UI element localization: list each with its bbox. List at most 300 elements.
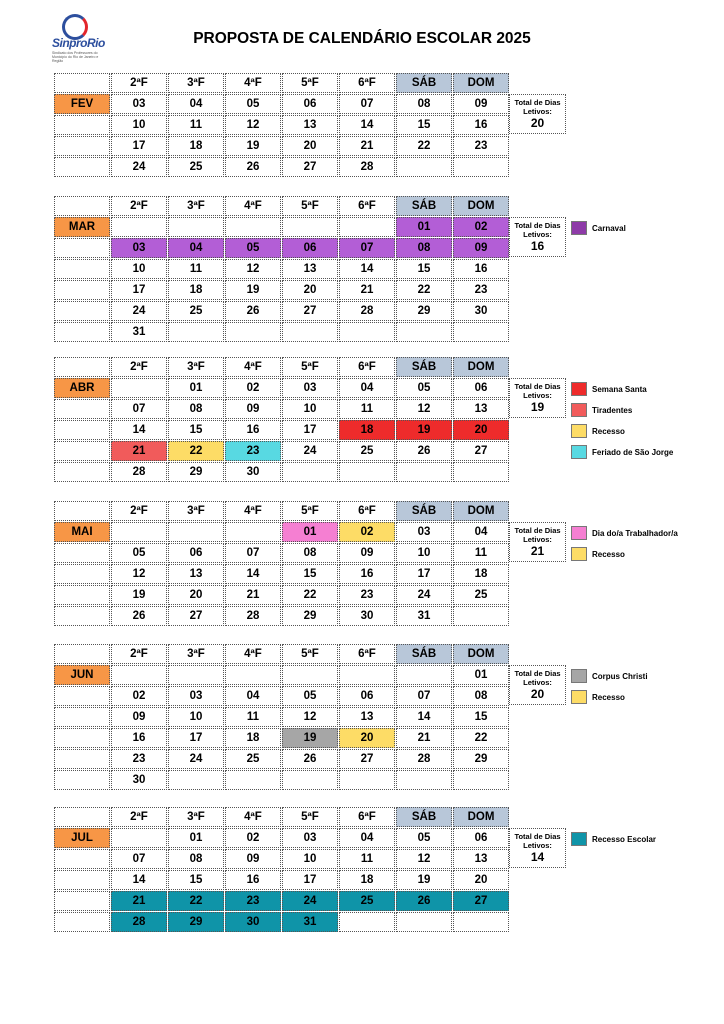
day-cell: 29 (168, 462, 224, 482)
day-cell: 21 (396, 728, 452, 748)
day-cell: 14 (111, 420, 167, 440)
logo-wordmark: SinproRio (52, 36, 105, 50)
day-cell: 01 (168, 828, 224, 848)
day-cell: 16 (453, 259, 509, 279)
day-cell: 09 (111, 707, 167, 727)
weekday-header-2: 4ªF (225, 644, 281, 664)
day-cell: 13 (282, 259, 338, 279)
weekday-header-6: DOM (453, 644, 509, 664)
day-cell: 27 (453, 441, 509, 461)
legend-label: Recesso Escolar (592, 834, 657, 844)
day-cell: 30 (225, 912, 281, 932)
day-cell: 10 (111, 115, 167, 135)
day-cell (339, 665, 395, 685)
month-label: MAR (54, 217, 110, 237)
label-blank-cell (54, 420, 110, 440)
legend-swatch (571, 382, 587, 396)
day-cell: 16 (225, 420, 281, 440)
day-cell (339, 217, 395, 237)
day-cell: 30 (453, 301, 509, 321)
legend-swatch (571, 690, 587, 704)
day-cell: 12 (396, 399, 452, 419)
day-cell: 07 (339, 94, 395, 114)
weekday-header-1: 3ªF (168, 644, 224, 664)
day-cell: 10 (282, 399, 338, 419)
weekday-header-5: SÁB (396, 196, 452, 216)
total-days-box (509, 94, 566, 134)
label-blank-cell (54, 543, 110, 563)
day-cell (168, 522, 224, 542)
day-cell: 29 (396, 301, 452, 321)
day-cell: 12 (396, 849, 452, 869)
day-cell: 28 (339, 301, 395, 321)
day-cell: 06 (453, 378, 509, 398)
day-cell: 11 (453, 543, 509, 563)
legend-item (571, 221, 626, 235)
day-cell (339, 322, 395, 342)
day-cell: 05 (111, 543, 167, 563)
day-cell (282, 462, 338, 482)
label-blank-cell (54, 686, 110, 706)
day-cell: 04 (225, 686, 281, 706)
weekday-header-4: 6ªF (339, 501, 395, 521)
weekday-header-5: SÁB (396, 357, 452, 377)
day-cell: 02 (111, 686, 167, 706)
day-cell: 23 (453, 280, 509, 300)
weekday-header-2: 4ªF (225, 196, 281, 216)
day-cell: 08 (396, 238, 452, 258)
legend-swatch (571, 832, 587, 846)
header-blank-cell (54, 196, 110, 216)
weekday-header-4: 6ªF (339, 807, 395, 827)
total-days-value: 20 (530, 116, 545, 130)
day-cell: 09 (225, 849, 281, 869)
day-cell: 18 (225, 728, 281, 748)
weekday-header-2: 4ªF (225, 807, 281, 827)
day-cell: 03 (282, 828, 338, 848)
legend-label: Recesso (592, 692, 625, 702)
legend-swatch (571, 547, 587, 561)
day-cell: 28 (396, 749, 452, 769)
legend-swatch (571, 424, 587, 438)
day-cell: 17 (282, 870, 338, 890)
label-blank-cell (54, 157, 110, 177)
day-cell (396, 665, 452, 685)
day-cell: 28 (225, 606, 281, 626)
weekday-header-2: 4ªF (225, 357, 281, 377)
day-cell: 14 (396, 707, 452, 727)
weekday-header-3: 5ªF (282, 807, 338, 827)
day-cell (453, 606, 509, 626)
weekday-header-0: 2ªF (111, 357, 167, 377)
month-label: JUL (54, 828, 110, 848)
day-cell: 25 (339, 441, 395, 461)
day-cell: 03 (168, 686, 224, 706)
legend-item (571, 424, 625, 438)
day-cell: 13 (282, 115, 338, 135)
day-cell: 09 (339, 543, 395, 563)
day-cell: 11 (168, 259, 224, 279)
total-days-label: Total de Dias Letivos: (514, 526, 561, 544)
label-blank-cell (54, 280, 110, 300)
day-cell: 09 (453, 238, 509, 258)
weekday-header-1: 3ªF (168, 807, 224, 827)
day-cell: 23 (453, 136, 509, 156)
day-cell: 10 (168, 707, 224, 727)
total-days-value: 14 (530, 850, 545, 864)
label-blank-cell (54, 749, 110, 769)
day-cell: 10 (396, 543, 452, 563)
day-cell (168, 770, 224, 790)
weekday-header-6: DOM (453, 196, 509, 216)
weekday-header-1: 3ªF (168, 501, 224, 521)
total-days-value: 20 (530, 687, 545, 701)
total-days-box (509, 522, 566, 562)
day-cell: 03 (396, 522, 452, 542)
day-cell: 04 (168, 94, 224, 114)
day-cell (453, 157, 509, 177)
day-cell: 05 (225, 238, 281, 258)
day-cell: 27 (282, 301, 338, 321)
label-blank-cell (54, 301, 110, 321)
label-blank-cell (54, 870, 110, 890)
day-cell: 06 (282, 238, 338, 258)
weekday-header-0: 2ªF (111, 501, 167, 521)
weekday-header-4: 6ªF (339, 357, 395, 377)
weekday-header-6: DOM (453, 807, 509, 827)
day-cell: 06 (282, 94, 338, 114)
day-cell: 26 (396, 891, 452, 911)
weekday-header-6: DOM (453, 73, 509, 93)
day-cell: 28 (111, 462, 167, 482)
day-cell: 26 (225, 157, 281, 177)
total-days-value: 21 (530, 544, 545, 558)
day-cell: 19 (111, 585, 167, 605)
day-cell: 10 (111, 259, 167, 279)
total-days-value: 16 (530, 239, 545, 253)
label-blank-cell (54, 585, 110, 605)
day-cell (168, 217, 224, 237)
day-cell: 07 (339, 238, 395, 258)
day-cell: 19 (225, 136, 281, 156)
header-blank-cell (54, 501, 110, 521)
day-cell: 07 (111, 399, 167, 419)
day-cell (282, 770, 338, 790)
day-cell (225, 522, 281, 542)
weekday-header-5: SÁB (396, 73, 452, 93)
label-blank-cell (54, 891, 110, 911)
day-cell: 13 (168, 564, 224, 584)
label-blank-cell (54, 136, 110, 156)
day-cell: 17 (111, 136, 167, 156)
weekday-header-5: SÁB (396, 501, 452, 521)
day-cell (111, 828, 167, 848)
day-cell: 23 (339, 585, 395, 605)
weekday-header-0: 2ªF (111, 807, 167, 827)
month-label: JUN (54, 665, 110, 685)
legend-label: Dia do/a Trabalhador/a (592, 528, 678, 538)
label-blank-cell (54, 462, 110, 482)
day-cell (168, 322, 224, 342)
day-cell: 26 (396, 441, 452, 461)
day-cell: 06 (339, 686, 395, 706)
day-cell (225, 322, 281, 342)
weekday-header-2: 4ªF (225, 73, 281, 93)
day-cell: 13 (453, 399, 509, 419)
day-cell (111, 217, 167, 237)
day-cell: 29 (168, 912, 224, 932)
day-cell: 30 (111, 770, 167, 790)
legend-swatch (571, 445, 587, 459)
day-cell: 06 (168, 543, 224, 563)
legend-item (571, 526, 678, 540)
day-cell: 24 (396, 585, 452, 605)
day-cell: 08 (282, 543, 338, 563)
day-cell (111, 522, 167, 542)
label-blank-cell (54, 399, 110, 419)
day-cell (111, 665, 167, 685)
day-cell: 03 (282, 378, 338, 398)
day-cell: 15 (396, 115, 452, 135)
day-cell: 13 (453, 849, 509, 869)
weekday-header-1: 3ªF (168, 73, 224, 93)
day-cell (396, 157, 452, 177)
day-cell: 21 (111, 891, 167, 911)
day-cell: 31 (396, 606, 452, 626)
label-blank-cell (54, 707, 110, 727)
label-blank-cell (54, 564, 110, 584)
day-cell: 15 (282, 564, 338, 584)
legend-swatch (571, 221, 587, 235)
label-blank-cell (54, 238, 110, 258)
day-cell: 08 (168, 849, 224, 869)
total-days-label: Total de Dias Letivos: (514, 221, 561, 239)
day-cell (168, 665, 224, 685)
day-cell (396, 912, 452, 932)
day-cell: 02 (225, 378, 281, 398)
legend-item (571, 669, 648, 683)
day-cell: 01 (282, 522, 338, 542)
weekday-header-5: SÁB (396, 644, 452, 664)
weekday-header-1: 3ªF (168, 357, 224, 377)
page-title: PROPOSTA DE CALENDÁRIO ESCOLAR 2025 (193, 30, 531, 47)
total-days-box (509, 828, 566, 868)
day-cell: 31 (282, 912, 338, 932)
day-cell: 27 (282, 157, 338, 177)
day-cell: 22 (168, 891, 224, 911)
day-cell: 02 (453, 217, 509, 237)
day-cell: 21 (339, 136, 395, 156)
day-cell: 20 (282, 280, 338, 300)
day-cell: 27 (168, 606, 224, 626)
legend-swatch (571, 526, 587, 540)
legend-label: Recesso (592, 549, 625, 559)
day-cell: 15 (168, 870, 224, 890)
label-blank-cell (54, 728, 110, 748)
day-cell: 08 (396, 94, 452, 114)
day-cell: 22 (168, 441, 224, 461)
day-cell: 20 (168, 585, 224, 605)
total-days-box (509, 665, 566, 705)
day-cell: 24 (282, 891, 338, 911)
label-blank-cell (54, 606, 110, 626)
day-cell: 30 (339, 606, 395, 626)
day-cell (453, 770, 509, 790)
label-blank-cell (54, 441, 110, 461)
day-cell: 29 (282, 606, 338, 626)
legend-swatch (571, 669, 587, 683)
weekday-header-3: 5ªF (282, 501, 338, 521)
day-cell: 26 (111, 606, 167, 626)
day-cell: 15 (396, 259, 452, 279)
day-cell: 27 (339, 749, 395, 769)
legend-item (571, 690, 625, 704)
day-cell: 01 (453, 665, 509, 685)
day-cell: 11 (339, 399, 395, 419)
weekday-header-0: 2ªF (111, 196, 167, 216)
day-cell: 12 (111, 564, 167, 584)
header-blank-cell (54, 357, 110, 377)
day-cell: 17 (111, 280, 167, 300)
day-cell: 22 (396, 280, 452, 300)
legend-item (571, 832, 656, 846)
weekday-header-2: 4ªF (225, 501, 281, 521)
day-cell: 25 (225, 749, 281, 769)
total-days-label: Total de Dias Letivos: (514, 382, 561, 400)
legend-label: Semana Santa (592, 384, 647, 394)
day-cell (282, 665, 338, 685)
day-cell: 07 (225, 543, 281, 563)
day-cell: 01 (168, 378, 224, 398)
day-cell: 16 (339, 564, 395, 584)
day-cell: 09 (453, 94, 509, 114)
label-blank-cell (54, 259, 110, 279)
day-cell (453, 322, 509, 342)
day-cell: 19 (282, 728, 338, 748)
day-cell: 22 (396, 136, 452, 156)
day-cell: 26 (225, 301, 281, 321)
day-cell: 15 (453, 707, 509, 727)
day-cell: 17 (168, 728, 224, 748)
weekday-header-0: 2ªF (111, 73, 167, 93)
day-cell: 13 (339, 707, 395, 727)
day-cell: 18 (168, 136, 224, 156)
total-days-label: Total de Dias Letivos: (514, 669, 561, 687)
day-cell: 24 (168, 749, 224, 769)
day-cell: 24 (111, 301, 167, 321)
day-cell: 21 (111, 441, 167, 461)
total-days-box (509, 217, 566, 257)
day-cell: 14 (225, 564, 281, 584)
logo-tagline: Sindicato dos Professores do Município do Rio de Janeiro e Região (52, 51, 99, 63)
day-cell: 28 (111, 912, 167, 932)
day-cell: 25 (453, 585, 509, 605)
header-blank-cell (54, 807, 110, 827)
day-cell: 12 (225, 259, 281, 279)
day-cell: 05 (282, 686, 338, 706)
day-cell: 06 (453, 828, 509, 848)
day-cell: 04 (339, 828, 395, 848)
day-cell: 26 (282, 749, 338, 769)
day-cell: 04 (168, 238, 224, 258)
day-cell (396, 322, 452, 342)
day-cell: 12 (282, 707, 338, 727)
day-cell: 10 (282, 849, 338, 869)
day-cell: 12 (225, 115, 281, 135)
weekday-header-3: 5ªF (282, 644, 338, 664)
day-cell: 16 (225, 870, 281, 890)
day-cell: 04 (339, 378, 395, 398)
day-cell: 24 (111, 157, 167, 177)
legend-item (571, 403, 632, 417)
day-cell: 23 (225, 441, 281, 461)
day-cell: 25 (168, 301, 224, 321)
day-cell: 15 (168, 420, 224, 440)
total-days-label: Total de Dias Letivos: (514, 832, 561, 850)
label-blank-cell (54, 322, 110, 342)
weekday-header-3: 5ªF (282, 357, 338, 377)
day-cell (339, 912, 395, 932)
day-cell: 05 (396, 378, 452, 398)
day-cell: 08 (168, 399, 224, 419)
day-cell (225, 217, 281, 237)
day-cell: 23 (225, 891, 281, 911)
legend-item (571, 547, 625, 561)
day-cell: 27 (453, 891, 509, 911)
day-cell: 21 (339, 280, 395, 300)
day-cell: 11 (339, 849, 395, 869)
day-cell (396, 770, 452, 790)
day-cell: 02 (225, 828, 281, 848)
day-cell (339, 770, 395, 790)
label-blank-cell (54, 912, 110, 932)
day-cell: 03 (111, 94, 167, 114)
day-cell: 19 (396, 870, 452, 890)
day-cell: 24 (282, 441, 338, 461)
weekday-header-3: 5ªF (282, 73, 338, 93)
legend-item (571, 445, 673, 459)
label-blank-cell (54, 115, 110, 135)
day-cell: 17 (282, 420, 338, 440)
day-cell: 08 (453, 686, 509, 706)
day-cell: 20 (453, 420, 509, 440)
weekday-header-6: DOM (453, 501, 509, 521)
header-blank-cell (54, 73, 110, 93)
day-cell: 18 (339, 870, 395, 890)
legend-label: Recesso (592, 426, 625, 436)
total-days-box (509, 378, 566, 418)
weekday-header-6: DOM (453, 357, 509, 377)
legend-label: Carnaval (592, 223, 626, 233)
day-cell (225, 770, 281, 790)
day-cell: 29 (453, 749, 509, 769)
day-cell: 28 (339, 157, 395, 177)
day-cell: 05 (225, 94, 281, 114)
day-cell: 20 (282, 136, 338, 156)
day-cell: 11 (225, 707, 281, 727)
total-days-value: 19 (530, 400, 545, 414)
day-cell: 18 (339, 420, 395, 440)
day-cell: 31 (111, 322, 167, 342)
day-cell (396, 462, 452, 482)
day-cell (282, 217, 338, 237)
day-cell: 18 (168, 280, 224, 300)
day-cell: 09 (225, 399, 281, 419)
day-cell: 23 (111, 749, 167, 769)
day-cell (225, 665, 281, 685)
day-cell: 30 (225, 462, 281, 482)
day-cell: 21 (225, 585, 281, 605)
